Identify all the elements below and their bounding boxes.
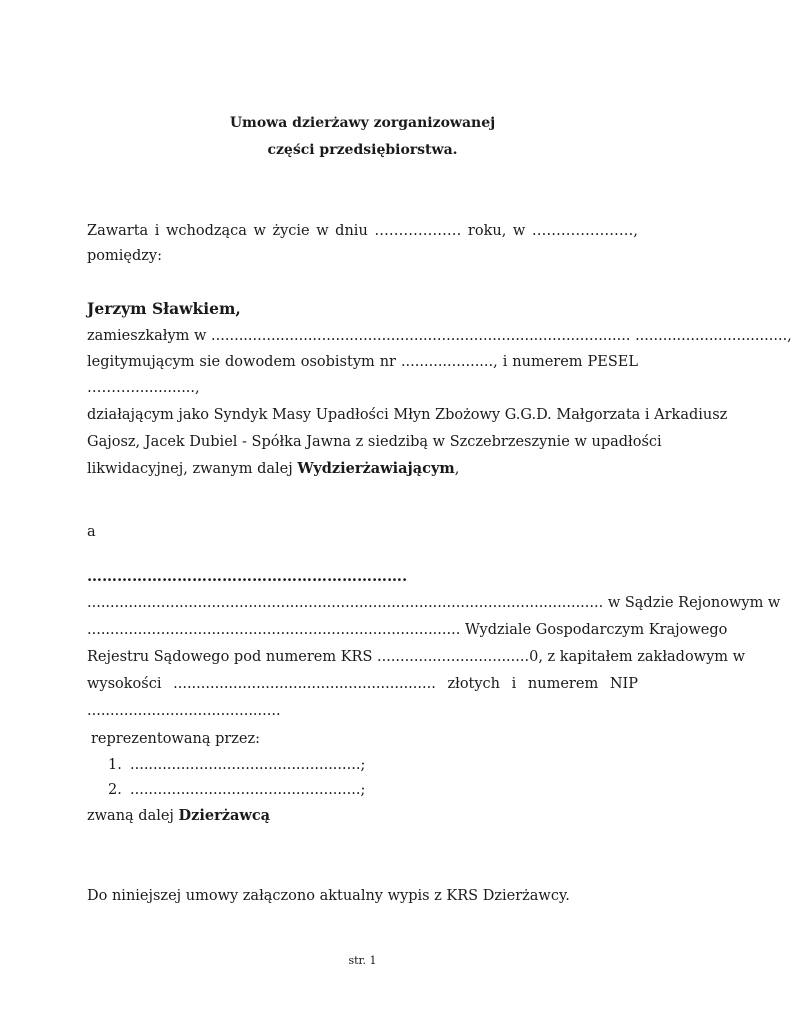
representative-2-number: 2. xyxy=(108,782,122,798)
intro-between: pomiędzy: xyxy=(87,248,162,264)
representative-1-number: 1. xyxy=(108,757,122,773)
party2-alias: Dzierżawcą xyxy=(178,807,271,824)
party2-line4: wysokości ......................................................... złotych i numerem NIP xyxy=(87,676,638,692)
party2-name-placeholder: ………………………………………………………. xyxy=(87,567,408,585)
representative-1-field: ..................................................; xyxy=(130,757,366,773)
party1-alias: Wydzierżawiającym xyxy=(297,460,455,477)
party2-line1: ................................................................................................................ w Sądzie Rejonowym w xyxy=(87,595,781,611)
document-title-line1: Umowa dzierżawy zorganizowanej xyxy=(229,115,496,131)
conjunction: a xyxy=(87,524,96,540)
representative-2-field: ..................................................; xyxy=(130,782,366,798)
party2-line2: ................................................................................. Wydziale Gospodarczym Krajowego xyxy=(87,622,728,638)
party1-name: Jerzym Sławkiem, xyxy=(87,299,241,318)
party2-line3: Rejestru Sądowego pod numerem KRS .................................0, z kapitałem zakładowym w xyxy=(87,649,746,665)
intro-line: Zawarta i wchodząca w życie w dniu ……………… roku, w …………………, xyxy=(87,223,638,239)
party1-id: legitymującym sie dowodem osobistym nr ...................., i numerem PESEL xyxy=(87,354,638,370)
party1-role-line3: likwidacyjnej, zwanym dalej Wydzierżawiającym, xyxy=(87,460,460,477)
page-number: str. 1 xyxy=(348,954,377,967)
party1-role-line1: działającym jako Syndyk Masy Upadłości Młyn Zbożowy G.G.D. Małgorzata i Arkadiusz xyxy=(87,407,728,423)
party2-line5: .......................................... xyxy=(87,703,281,719)
party2-alias-line: zwaną dalej Dzierżawcą xyxy=(87,807,271,824)
party1-pesel: ……….............., xyxy=(87,380,200,396)
party1-address: zamieszkałym w ........................................................................................... ................................., xyxy=(87,328,792,344)
party1-role-line2: Gajosz, Jacek Dubiel - Spółka Jawna z siedzibą w Szczebrzeszynie w upadłości xyxy=(87,434,662,450)
attachment-note: Do niniejszej umowy załączono aktualny wypis z KRS Dzierżawcy. xyxy=(87,888,570,904)
document-title-line2: części przedsiębiorstwa. xyxy=(267,142,458,158)
represented-by: reprezentowaną przez: xyxy=(91,731,261,747)
